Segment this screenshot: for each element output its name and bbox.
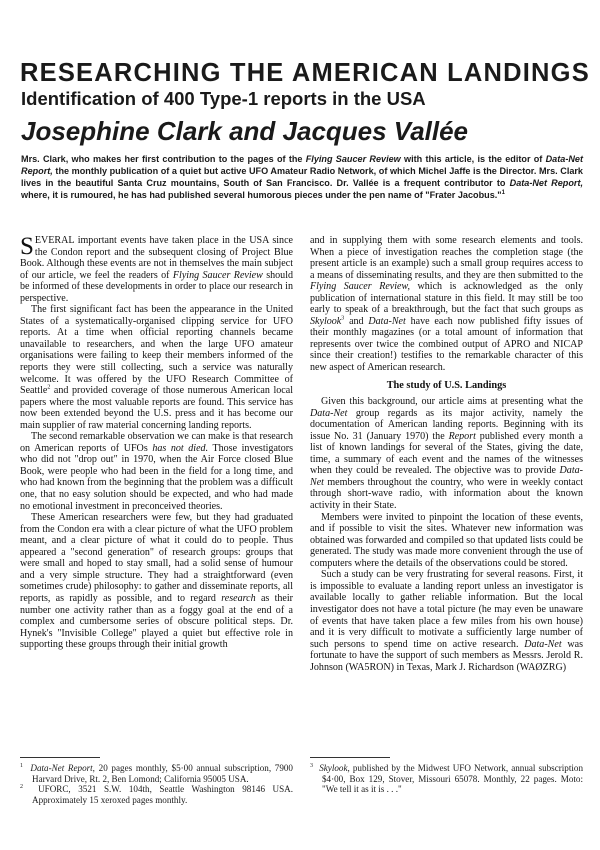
left-column [20,235,293,651]
paragraph: Given this background, our article aims at presenting what the Data-Net group regards as its major activity, namely the documentation of American landing reports. Beginning with its issue No. 31 (January 1970) the Report published every month a list of known landings for several of the States, giving the date, time, a summary of each event and the names of the witnesses when they could be revealed. The objective was to provide Data-Net members throughout the country, who were in weekly contact through short-wave radio, with information about the known activity in their State. [310,396,583,512]
footnote-ref: 1 [501,189,505,196]
footnote-ref: 2 [47,384,51,391]
article-subtitle: Identification of 400 Type-1 reports in the USA [21,88,426,109]
footnotes-right [310,763,583,795]
paragraph: Such a study can be very frustrating for several reasons. First, it is impossible to evaluate a landing report unless an investigator is available locally to gather reliable information. But the local investigator does not have a total picture (he may even be unaware of events that have taken place a few miles from his own house) and it is very difficult to motivate a sufficiently large number of such persons to spend time on active research. Data-Net was fortunate to have the support of such members as Messrs. Jerold R. Johnson (WA5RON) in Texas, Mark J. Richardson (WAØZRG) [310,569,583,673]
paragraph: These American researchers were few, but they had graduated from the Condon era with a clear picture of what the UFO problem meant, and a clear picture of what it could do to people. Thus appeared a "second generation" of research groups: groups that were small and hoped to stay small, had a solid sense of humour and a very simple structure. They had a straightforward (even sometimes crude) philosophy: to gather and disseminate reports, all reports, as rapidly as possible, and to regard research as their number one activity rather than as a foggy goal at the end of a complex and cumbersome series of obscure political steps. Dr. Hynek's "Invisible College" played a quiet but effective role in supporting these groups through their initial growth [20,512,294,651]
editorial-introduction: Mrs. Clark, who makes her first contribution to the pages of the Flying Saucer Review with this article, is the editor of Data-Net Report, the monthly publication of a quiet but active UFO Amateur Radio Network, of which Michel Jaffe is the Director. Mrs. Clark lives in the beautiful Santa Cruz mountains, South of San Francisco. Dr. Vallée is a frequent contributor to Data-Net Report, where, it is rumoured, he has had published several humorous pieces under the pen name of "Frater Jacobus."$^1$ [21,154,584,200]
footnote: $^3$ Skylook, published by the Midwest UFO Network, annual subscription $4·00, Box 129, Stover, Missouri 65078. Monthly, 22 pages. Moto: "We tell it as it is . . ." [310,762,584,795]
paragraph: The second remarkable observation we can make is that research on American reports of UFOs has not died. Those investigators who did not "drop out" in 1970, when the Air Force closed Blue Book, were people who had been in the field for a long time, and who had known from the beginning that the problem was a difficult one, that no easy solution should be expected, and who had made no emotional investment in preconceived theories. [20,431,293,512]
section-heading: The study of U.S. Landings [386,379,507,391]
footnote: $^1$ Data-Net Report, 20 pages monthly, $5·00 annual subscription, 7900 Harvard Drive, Rt. 2, Ben Lomond; California 95005 USA. [20,762,293,784]
paragraph: The first significant fact has been the appearance in the United States of a systematically-organised clipping service for UFO reports. At a time when official reporting channels became unavailable to researchers, and when the large UFO amateur organisations were failing to keep their members informed of the reports they were still collecting, such a service was naturally welcome. It was offered by the UFO Research Committee of Seattle$^2$ and provided coverage of those numerous American local papers where the most valuable reports are found. This service has now been extended beyond the U.S. press and it has become our main supplier of raw material concerning landing reports. [20,304,293,431]
footnote-rule [20,757,100,758]
footnotes-left [20,763,293,805]
article-authors: Josephine Clark and Jacques Vallée [21,116,469,146]
paragraph: Members were invited to pinpoint the location of these events, and if possible to visit the sites. Whatever new information was obtained was forwarded and compiled so that updated lists could be generated. The study was made more convenient through the use of computers where the details of the observations could be stored. [310,511,583,569]
article-title: RESEARCHING THE AMERICAN LANDINGS [20,59,590,87]
footnote: $^2$ UFORC, 3521 S.W. 104th, Seattle Washington 98146 USA. Approximately 15 xeroxed pages monthly. [20,784,294,805]
drop-cap: S [20,233,34,260]
footnote-ref: 3 [341,315,345,322]
paragraph: SEVERAL important events have taken place in the USA since the Condon report and the subsequent closing of Project Blue Book. Although these events are not in themselves the main subject of our article, we feel the readers of Flying Saucer Review should be informed of these developments in order to place our research in perspective. [20,233,294,304]
paragraph: and in supplying them with some research elements and tools. When a piece of investigation reaches the completion stage (the present article is an example) such a small group requires access to a means of disseminating results, and they are then submitted to the Flying Saucer Review, which is acknowledged as the only publication of international stature in this field. It may still be too early to speak of a breakthrough, but the fact that such groups as Skylook$^3$ and Data-Net have each now published fifty issues of their monthly magazines (or a total amount of information that represents over twice the combined output of APRO and NICAP since their creation!) testifies to the remarkable character of this new aspect of American research. [310,235,584,374]
footnote-rule [310,757,390,758]
right-column [310,235,583,673]
